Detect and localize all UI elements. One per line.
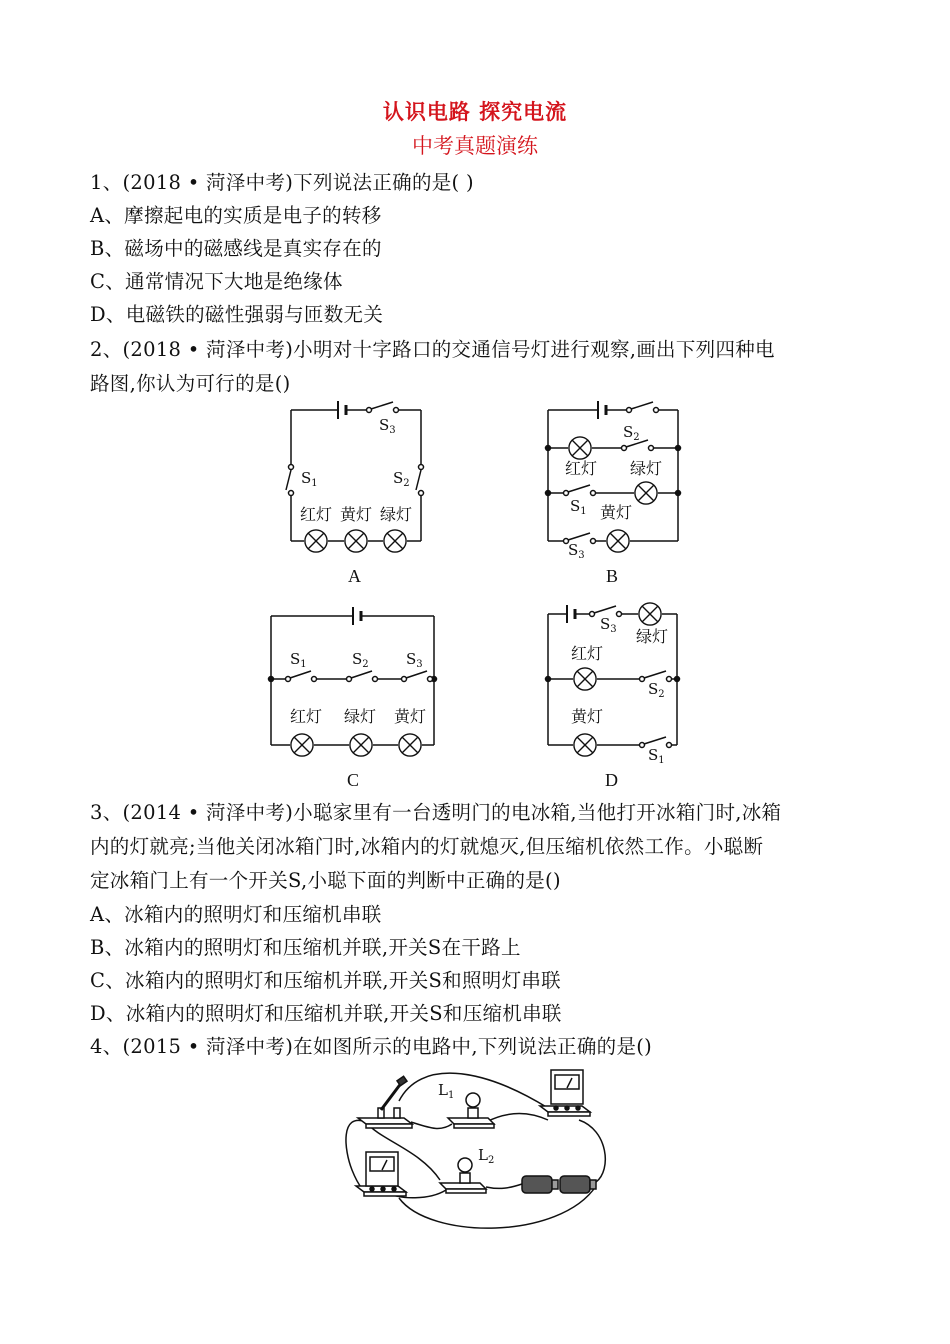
q3-stem-line2: 内的灯就亮;当他关闭冰箱门时,冰箱内的灯就熄灭,但压缩机依然工作。小聪断 [90, 835, 764, 858]
q1-option-c: C、通常情况下大地是绝缘体 [90, 270, 343, 293]
q1-option-b: B、磁场中的磁感线是真实存在的 [90, 237, 382, 260]
page-subtitle: 中考真题演练 [412, 134, 538, 158]
q3-option-b: B、冰箱内的照明灯和压缩机并联,开关S在干路上 [90, 936, 521, 959]
page-title: 认识电路 探究电流 [382, 99, 568, 124]
q1-stem: 1、(2018 • 菏泽中考)下列说法正确的是( ) [90, 171, 474, 194]
lamp-icon [574, 734, 596, 756]
q2-stem-line1: 2、(2018 • 菏泽中考)小明对十字路口的交通信号灯进行观察,画出下列四种电 [90, 338, 775, 361]
label-s1-a: $S_1$ [301, 469, 318, 489]
label-green-d: 绿灯 [636, 627, 669, 646]
label-s3-a: $S_3$ [379, 416, 396, 436]
q3-stem-line1: 3、(2014 • 菏泽中考)小聪家里有一台透明门的电冰箱,当他打开冰箱门时,冰箱 [90, 801, 782, 824]
q3-stem-line3: 定冰箱门上有一个开关S,小聪下面的判断中正确的是() [90, 869, 561, 892]
label-l1: $L_1$ [438, 1081, 455, 1101]
lamp-icon [345, 530, 367, 552]
label-s1-d: $S_1$ [648, 746, 665, 766]
lamp-icon [569, 437, 591, 459]
label-s3-d: $S_3$ [600, 615, 617, 635]
label-yellow-b: 黄灯 [600, 503, 633, 522]
label-yellow-d: 黄灯 [571, 707, 604, 726]
label-s2-d: $S_2$ [648, 680, 665, 700]
lamp-icon [635, 482, 657, 504]
lamp-icon [574, 668, 596, 690]
q3-option-c: C、冰箱内的照明灯和压缩机并联,开关S和照明灯串联 [90, 969, 561, 992]
lamp-icon [399, 734, 421, 756]
lamp-icon [639, 603, 661, 625]
label-red-d: 红灯 [571, 644, 604, 663]
lamp-icon [607, 530, 629, 552]
label-red-a: 红灯 [300, 505, 333, 524]
caption-b: B [606, 566, 619, 586]
q3-option-d: D、冰箱内的照明灯和压缩机并联,开关S和压缩机串联 [90, 1002, 562, 1025]
lamp-icon [291, 734, 313, 756]
caption-a: A [348, 566, 361, 586]
label-s1-b: $S_1$ [570, 497, 587, 517]
lamp-icon [305, 530, 327, 552]
label-s2-a: $S_2$ [393, 469, 410, 489]
lamp-icon [350, 734, 372, 756]
label-s3-b: $S_3$ [568, 541, 585, 561]
label-yellow-a: 黄灯 [340, 505, 373, 524]
label-green-b: 绿灯 [630, 459, 663, 478]
label-s3-c: $S_3$ [406, 650, 423, 670]
label-s2-b: $S_2$ [623, 423, 640, 443]
label-red-c: 红灯 [290, 707, 323, 726]
circuit-c [269, 607, 437, 756]
caption-d: D [605, 770, 618, 790]
lamp-icon [384, 530, 406, 552]
q1-option-d: D、电磁铁的磁性强弱与匝数无关 [90, 303, 384, 326]
q4-stem: 4、(2015 • 菏泽中考)在如图所示的电路中,下列说法正确的是() [90, 1035, 653, 1058]
label-s1-c: $S_1$ [290, 650, 307, 670]
q1-option-a: A、摩擦起电的实质是电子的转移 [90, 204, 382, 227]
label-red-b: 红灯 [565, 459, 598, 478]
label-green-c: 绿灯 [344, 707, 377, 726]
label-green-a: 绿灯 [380, 505, 413, 524]
q2-stem-line2: 路图,你认为可行的是() [90, 372, 291, 395]
label-l2: $L_2$ [478, 1146, 495, 1166]
label-s2-c: $S_2$ [352, 650, 369, 670]
caption-c: C [347, 770, 360, 790]
label-yellow-c: 黄灯 [394, 707, 427, 726]
q3-option-a: A、冰箱内的照明灯和压缩机串联 [90, 903, 382, 926]
q4-circuit-figure [346, 1070, 605, 1228]
